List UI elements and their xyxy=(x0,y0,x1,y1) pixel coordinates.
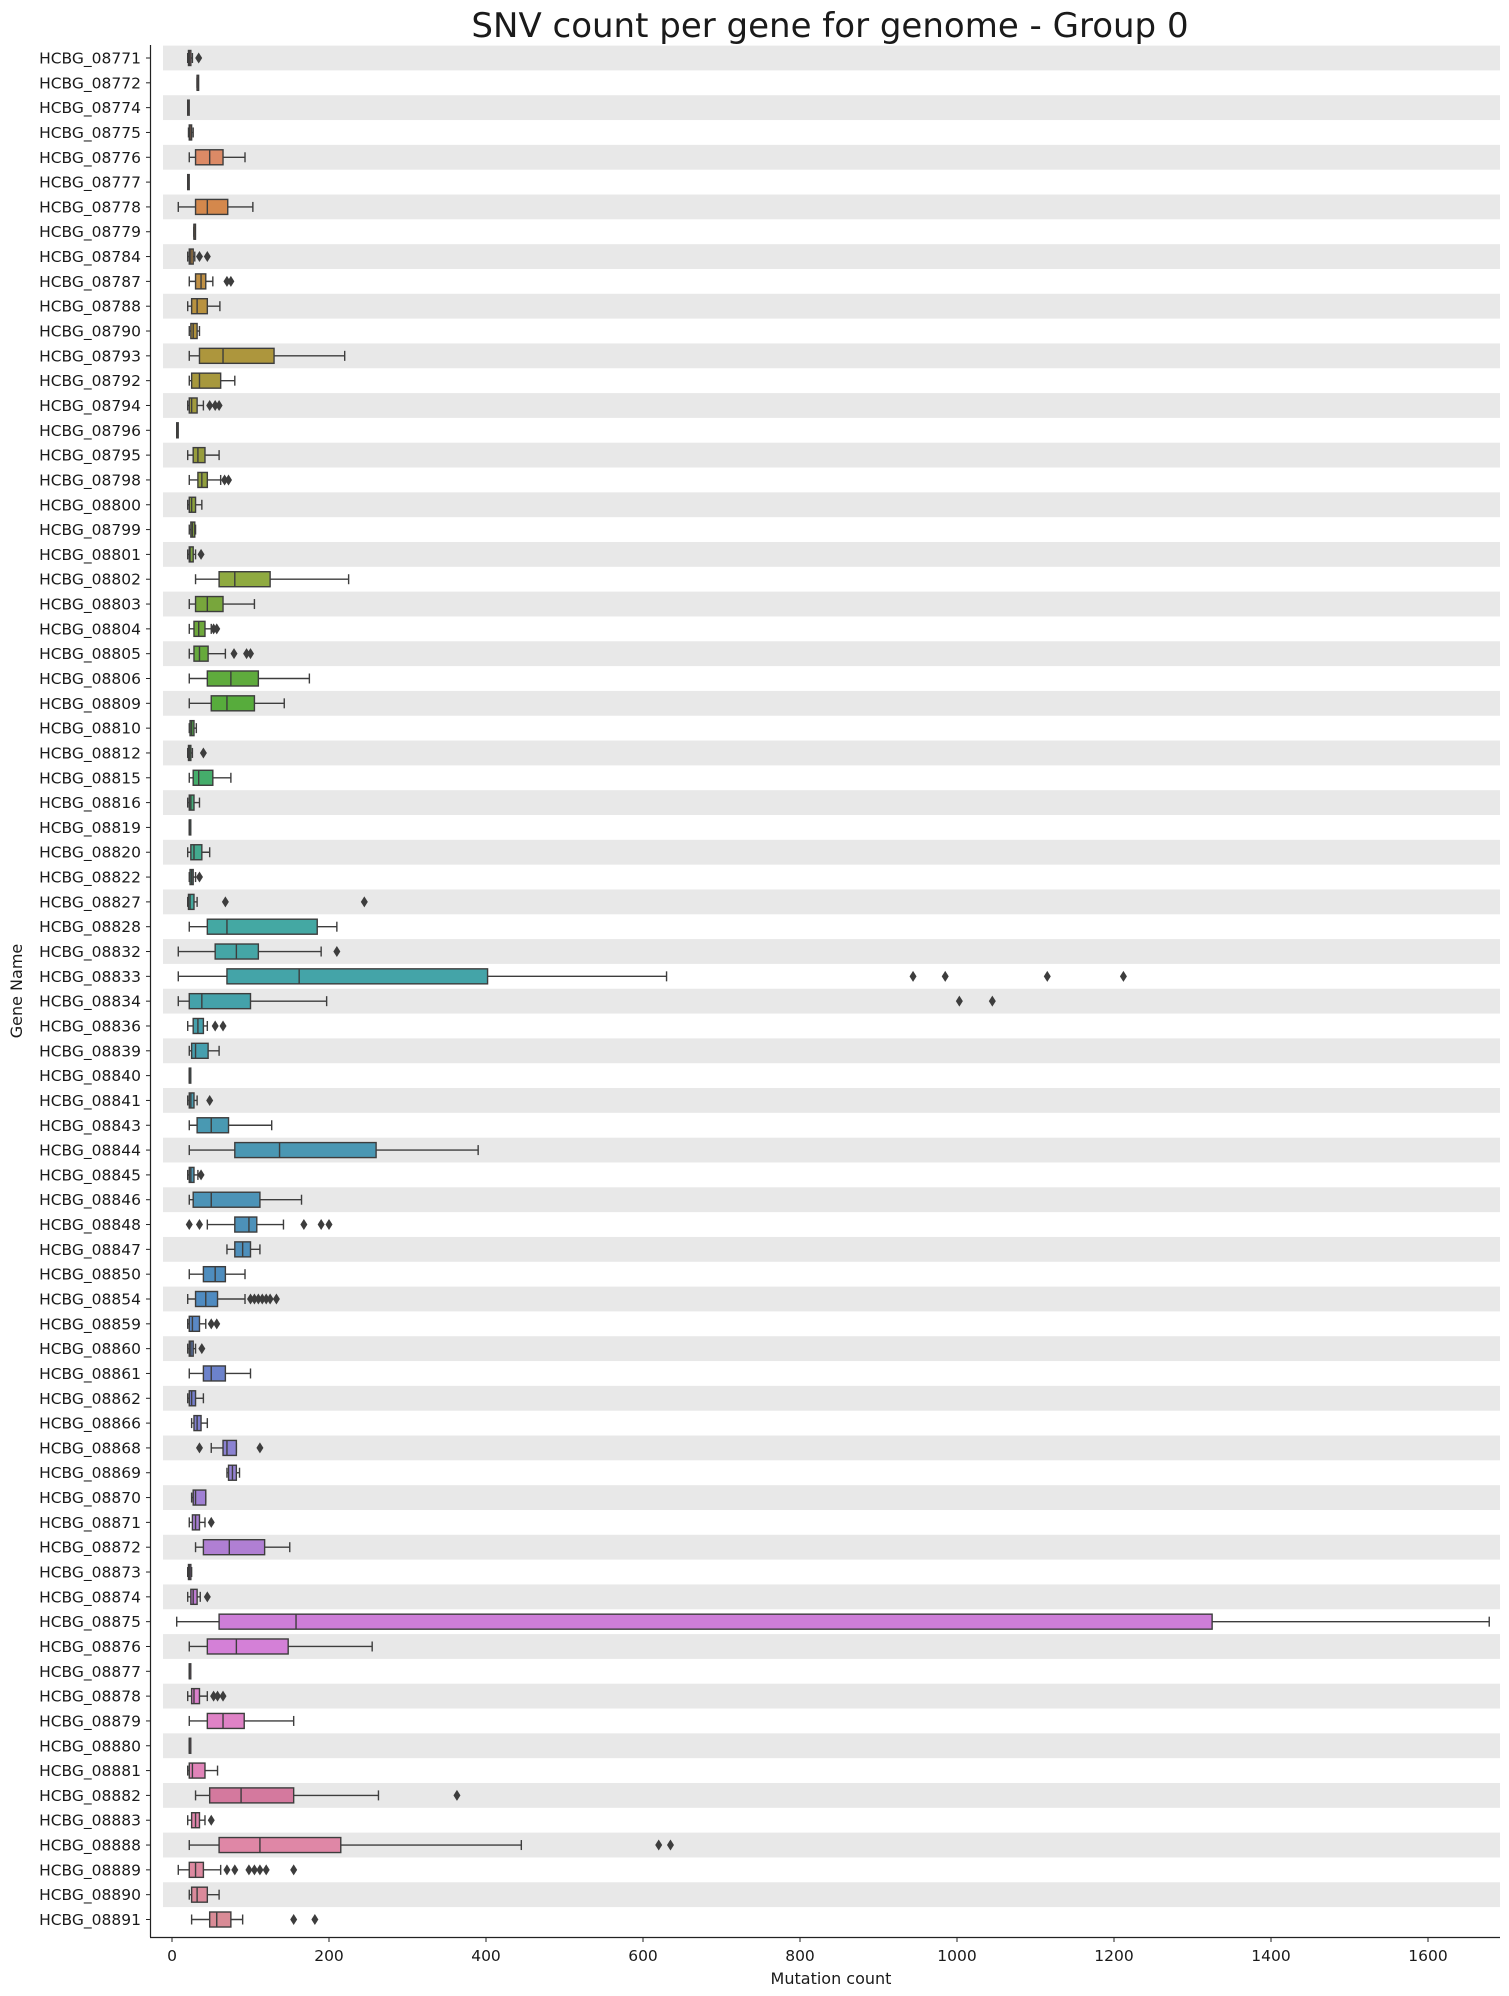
iqr-box xyxy=(210,1912,231,1927)
y-tick-label: HCBG_08778 xyxy=(39,198,141,217)
y-tick-label: HCBG_08845 xyxy=(39,1166,141,1185)
outlier-point xyxy=(300,1219,307,1230)
y-tick-label: HCBG_08796 xyxy=(39,421,141,440)
y-tick-label: HCBG_08798 xyxy=(39,471,141,490)
y-tick-label: HCBG_08806 xyxy=(39,670,141,688)
y-tick-label: HCBG_08883 xyxy=(39,1811,141,1830)
gene-box-HCBG_08843 xyxy=(189,1118,271,1133)
y-tick-label: HCBG_08820 xyxy=(39,843,141,862)
iqr-box xyxy=(219,572,270,587)
iqr-box xyxy=(235,1143,376,1158)
iqr-box xyxy=(189,398,197,413)
y-tick-label: HCBG_08812 xyxy=(39,744,141,763)
y-tick-label: HCBG_08809 xyxy=(39,694,141,713)
gene-box-HCBG_08866 xyxy=(192,1416,208,1431)
row-stripe xyxy=(163,1436,1500,1461)
iqr-box xyxy=(193,770,213,785)
gene-box-HCBG_08848 xyxy=(186,1217,333,1232)
y-tick-label: HCBG_08784 xyxy=(39,248,141,267)
iqr-box xyxy=(188,894,193,909)
y-axis-label: Gene Name xyxy=(7,943,26,1039)
gene-box-HCBG_08804 xyxy=(189,621,220,636)
y-tick-label: HCBG_08771 xyxy=(39,49,141,68)
y-tick-label: HCBG_08795 xyxy=(39,446,141,465)
gene-box-HCBG_08790 xyxy=(189,324,199,339)
outlier-point xyxy=(290,1864,297,1875)
x-tick-label: 200 xyxy=(314,1947,344,1965)
y-tick-label: HCBG_08816 xyxy=(39,794,141,813)
row-stripe xyxy=(163,1882,1500,1907)
y-tick-label: HCBG_08844 xyxy=(39,1141,141,1160)
iqr-box xyxy=(189,1093,194,1108)
gene-box-HCBG_08883 xyxy=(188,1813,215,1828)
y-tick-label: HCBG_08880 xyxy=(39,1737,141,1756)
gene-box-HCBG_08877 xyxy=(189,1664,191,1679)
iqr-box xyxy=(189,1862,203,1877)
x-tick-label: 1400 xyxy=(1251,1947,1291,1965)
gene-box-HCBG_08799 xyxy=(189,522,195,537)
gene-box-HCBG_08836 xyxy=(188,1018,227,1033)
iqr-box xyxy=(203,1366,225,1381)
iqr-box xyxy=(219,1838,341,1853)
row-stripe xyxy=(163,1038,1500,1063)
x-tick-label: 1000 xyxy=(937,1947,977,1965)
outlier-point xyxy=(213,1318,220,1329)
row-stripe xyxy=(163,492,1500,517)
iqr-box xyxy=(207,1713,244,1728)
iqr-box xyxy=(198,472,207,487)
iqr-box xyxy=(192,1043,208,1058)
outlier-point xyxy=(212,1020,219,1031)
x-tick-label: 400 xyxy=(471,1947,501,1965)
outlier-point xyxy=(1120,971,1127,982)
outlier-point xyxy=(231,1864,238,1875)
outlier-point xyxy=(196,1219,203,1230)
row-stripe xyxy=(163,1287,1500,1312)
chart-title: SNV count per gene for genome - Group 0 xyxy=(471,6,1189,46)
iqr-box xyxy=(191,1589,197,1604)
y-tick-label: HCBG_08841 xyxy=(39,1091,141,1110)
iqr-box xyxy=(196,597,223,612)
iqr-box xyxy=(191,324,197,339)
row-stripe xyxy=(163,1237,1500,1262)
y-tick-label: HCBG_08890 xyxy=(39,1886,141,1905)
row-stripe xyxy=(163,1684,1500,1709)
iqr-box xyxy=(211,696,254,711)
y-tick-label: HCBG_08827 xyxy=(39,893,141,912)
iqr-box xyxy=(189,1391,195,1406)
y-axis xyxy=(39,45,150,1937)
y-tick-label: HCBG_08854 xyxy=(39,1290,141,1309)
outlier-point xyxy=(186,1219,193,1230)
iqr-box xyxy=(192,373,221,388)
outlier-point xyxy=(208,1815,215,1826)
gene-box-HCBG_08774 xyxy=(188,100,190,115)
y-tick-label: HCBG_08788 xyxy=(39,297,141,316)
gene-box-HCBG_08779 xyxy=(194,224,196,239)
gene-box-HCBG_08871 xyxy=(189,1515,214,1530)
row-stripe xyxy=(163,195,1500,220)
y-tick-label: HCBG_08879 xyxy=(39,1712,141,1731)
x-tick-label: 800 xyxy=(785,1947,815,1965)
y-tick-label: HCBG_08874 xyxy=(39,1588,141,1607)
gene-box-HCBG_08819 xyxy=(189,820,191,835)
y-tick-label: HCBG_08803 xyxy=(39,595,141,614)
gene-box-HCBG_08777 xyxy=(188,175,190,190)
x-tick-label: 1600 xyxy=(1408,1947,1448,1965)
iqr-box xyxy=(203,1267,225,1282)
y-tick-label: HCBG_08805 xyxy=(39,645,141,664)
y-tick-label: HCBG_08878 xyxy=(39,1687,141,1706)
iqr-box xyxy=(223,1440,236,1455)
iqr-box xyxy=(219,1614,1212,1629)
y-tick-label: HCBG_08799 xyxy=(39,521,141,540)
row-stripe xyxy=(163,542,1500,567)
y-tick-label: HCBG_08819 xyxy=(39,818,141,837)
outlier-point xyxy=(263,1864,270,1875)
gene-box-HCBG_08869 xyxy=(227,1465,240,1480)
iqr-box xyxy=(192,1689,200,1704)
iqr-box xyxy=(196,1292,218,1307)
row-stripe xyxy=(163,393,1500,418)
y-tick-label: HCBG_08859 xyxy=(39,1315,141,1334)
y-tick-label: HCBG_08800 xyxy=(39,496,141,515)
y-tick-label: HCBG_08779 xyxy=(39,223,141,242)
y-tick-label: HCBG_08882 xyxy=(39,1786,141,1805)
y-tick-label: HCBG_08804 xyxy=(39,620,141,639)
outlier-point xyxy=(1044,971,1051,982)
row-stripe xyxy=(163,443,1500,468)
gene-box-HCBG_08889 xyxy=(178,1862,297,1877)
iqr-box xyxy=(189,1316,199,1331)
y-tick-label: HCBG_08815 xyxy=(39,769,141,788)
y-tick-label: HCBG_08810 xyxy=(39,719,141,738)
x-axis-label: Mutation count xyxy=(770,1969,892,1988)
gene-box-HCBG_08772 xyxy=(197,75,199,90)
row-stripe xyxy=(163,1336,1500,1361)
y-tick-label: HCBG_08848 xyxy=(39,1216,141,1235)
row-stripe xyxy=(163,1584,1500,1609)
iqr-box xyxy=(193,1192,260,1207)
y-tick-label: HCBG_08836 xyxy=(39,1017,141,1036)
gene-box-HCBG_08806 xyxy=(189,671,309,686)
y-tick-label: HCBG_08775 xyxy=(39,123,141,142)
y-tick-label: HCBG_08869 xyxy=(39,1464,141,1483)
y-tick-label: HCBG_08877 xyxy=(39,1662,141,1681)
outlier-point xyxy=(220,1020,227,1031)
outlier-point xyxy=(208,1517,215,1528)
row-stripe xyxy=(163,989,1500,1014)
y-tick-label: HCBG_08889 xyxy=(39,1861,141,1880)
outlier-point xyxy=(290,1914,297,1925)
y-tick-label: HCBG_08833 xyxy=(39,967,141,986)
y-tick-label: HCBG_08790 xyxy=(39,322,141,341)
row-stripe xyxy=(163,343,1500,368)
y-tick-label: HCBG_08850 xyxy=(39,1265,141,1284)
gene-box-HCBG_08810 xyxy=(189,721,196,736)
iqr-box xyxy=(196,199,228,214)
y-tick-label: HCBG_08846 xyxy=(39,1191,141,1210)
gene-box-HCBG_08822 xyxy=(189,870,203,885)
y-tick-label: HCBG_08776 xyxy=(39,148,141,167)
iqr-box xyxy=(199,348,274,363)
row-stripe xyxy=(163,641,1500,666)
gene-box-HCBG_08833 xyxy=(178,969,1127,984)
row-stripe xyxy=(163,840,1500,865)
y-tick-label: HCBG_08793 xyxy=(39,347,141,366)
row-stripe xyxy=(163,939,1500,964)
iqr-box xyxy=(207,1639,288,1654)
gene-box-HCBG_08828 xyxy=(189,919,337,934)
gene-box-HCBG_08815 xyxy=(189,770,231,785)
y-tick-label: HCBG_08871 xyxy=(39,1513,141,1532)
outlier-point xyxy=(223,1864,230,1875)
outlier-point xyxy=(942,971,949,982)
y-tick-label: HCBG_08774 xyxy=(39,99,141,118)
x-tick-label: 0 xyxy=(167,1947,177,1965)
gene-box-HCBG_08881 xyxy=(188,1763,218,1778)
gene-box-HCBG_08798 xyxy=(189,472,232,487)
gene-box-HCBG_08796 xyxy=(177,423,179,438)
gene-box-HCBG_08787 xyxy=(189,274,234,289)
iqr-box xyxy=(197,1118,228,1133)
outlier-point xyxy=(196,872,203,883)
gene-box-HCBG_08891 xyxy=(192,1912,319,1927)
gene-box-HCBG_08861 xyxy=(189,1366,250,1381)
y-tick-label: HCBG_08872 xyxy=(39,1538,141,1557)
outlier-point xyxy=(225,474,232,485)
row-stripe xyxy=(163,1088,1500,1113)
row-stripe xyxy=(163,741,1500,766)
outlier-point xyxy=(326,1219,333,1230)
y-tick-label: HCBG_08794 xyxy=(39,396,141,415)
row-stripe xyxy=(163,790,1500,815)
row-stripe xyxy=(163,244,1500,269)
iqr-box xyxy=(191,845,202,860)
y-tick-label: HCBG_08881 xyxy=(39,1762,141,1781)
iqr-box xyxy=(194,646,208,661)
y-tick-label: HCBG_08843 xyxy=(39,1116,141,1135)
row-stripe xyxy=(163,1187,1500,1212)
y-tick-label: HCBG_08801 xyxy=(39,545,141,564)
iqr-box xyxy=(193,448,205,463)
y-tick-label: HCBG_08888 xyxy=(39,1836,141,1855)
y-tick-label: HCBG_08828 xyxy=(39,918,141,937)
row-stripe xyxy=(163,145,1500,170)
row-stripe xyxy=(163,294,1500,319)
gene-box-HCBG_08850 xyxy=(189,1267,245,1282)
iqr-box xyxy=(189,497,195,512)
y-tick-label: HCBG_08873 xyxy=(39,1563,141,1582)
row-stripe xyxy=(163,691,1500,716)
y-tick-label: HCBG_08868 xyxy=(39,1439,141,1458)
y-tick-label: HCBG_08787 xyxy=(39,272,141,291)
iqr-box xyxy=(189,795,194,810)
y-tick-label: HCBG_08891 xyxy=(39,1911,141,1929)
y-tick-label: HCBG_08822 xyxy=(39,868,141,887)
row-stripe xyxy=(163,1386,1500,1411)
y-tick-label: HCBG_08772 xyxy=(39,74,141,93)
row-stripe xyxy=(163,1535,1500,1560)
y-tick-label: HCBG_08832 xyxy=(39,943,141,962)
outlier-point xyxy=(910,971,917,982)
outlier-point xyxy=(227,276,234,287)
gene-box-HCBG_08840 xyxy=(189,1068,191,1083)
gene-box-HCBG_08880 xyxy=(189,1738,191,1753)
gene-box-HCBG_08845 xyxy=(188,1167,205,1182)
row-stripe xyxy=(163,592,1500,617)
row-stripe xyxy=(163,1485,1500,1510)
iqr-box xyxy=(189,1167,194,1182)
iqr-box xyxy=(207,919,317,934)
y-tick-label: HCBG_08802 xyxy=(39,570,141,589)
row-stripe xyxy=(163,46,1500,71)
y-tick-label: HCBG_08870 xyxy=(39,1489,141,1508)
iqr-box xyxy=(189,1763,205,1778)
gene-box-HCBG_08879 xyxy=(189,1713,293,1728)
y-tick-label: HCBG_08839 xyxy=(39,1042,141,1061)
y-tick-label: HCBG_08847 xyxy=(39,1240,141,1259)
outlier-point xyxy=(318,1219,325,1230)
iqr-box xyxy=(192,1887,208,1902)
y-tick-label: HCBG_08834 xyxy=(39,992,141,1011)
gene-box-HCBG_08873 xyxy=(188,1565,192,1580)
y-tick-label: HCBG_08777 xyxy=(39,173,141,192)
iqr-box xyxy=(192,299,208,314)
outlier-point xyxy=(256,1864,263,1875)
gene-box-HCBG_08775 xyxy=(188,125,193,140)
iqr-box xyxy=(207,671,258,686)
iqr-box xyxy=(210,1788,294,1803)
iqr-box xyxy=(194,621,205,636)
outlier-point xyxy=(311,1914,318,1925)
gene-box-HCBG_08875 xyxy=(177,1614,1490,1629)
y-tick-label: HCBG_08840 xyxy=(39,1067,141,1086)
row-stripe xyxy=(163,1733,1500,1758)
y-tick-label: HCBG_08862 xyxy=(39,1389,141,1408)
iqr-box xyxy=(189,994,250,1009)
x-tick-label: 600 xyxy=(628,1947,658,1965)
x-tick-label: 1200 xyxy=(1094,1947,1134,1965)
iqr-box xyxy=(235,1217,257,1232)
y-tick-label: HCBG_08866 xyxy=(39,1414,141,1433)
y-tick-label: HCBG_08876 xyxy=(39,1637,141,1656)
iqr-box xyxy=(227,969,488,984)
y-tick-label: HCBG_08860 xyxy=(39,1340,141,1359)
y-tick-label: HCBG_08875 xyxy=(39,1613,141,1632)
gene-box-HCBG_08870 xyxy=(192,1490,206,1505)
gene-box-HCBG_08859 xyxy=(188,1316,221,1331)
gene-box-HCBG_08792 xyxy=(189,373,235,388)
iqr-box xyxy=(203,1540,264,1555)
row-stripe xyxy=(163,95,1500,120)
y-tick-label: HCBG_08792 xyxy=(39,372,141,391)
gene-box-HCBG_08802 xyxy=(196,572,349,587)
y-tick-label: HCBG_08861 xyxy=(39,1364,141,1383)
x-axis xyxy=(150,1937,1500,1965)
